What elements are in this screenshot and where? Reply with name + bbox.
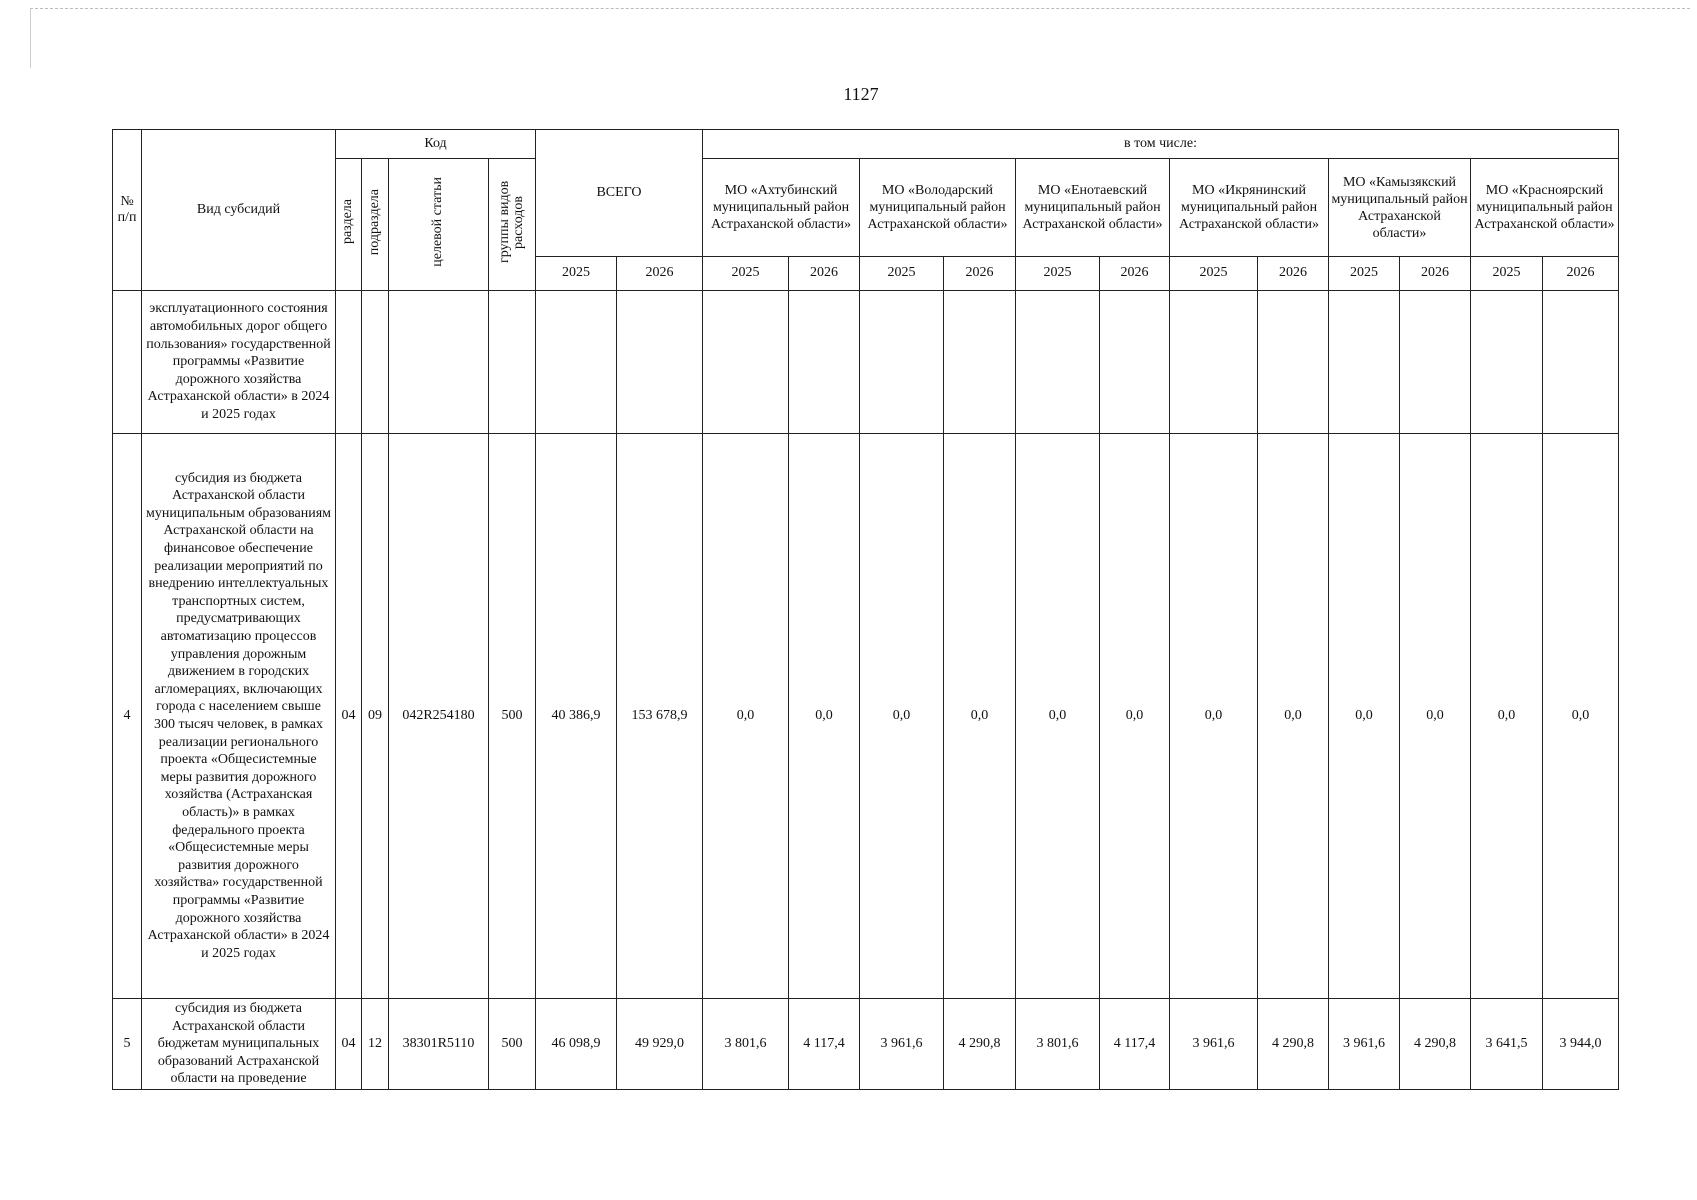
cell-enotaevsky-2026: 4 117,4 xyxy=(1100,999,1170,1090)
cell-volodarsky-2025: 3 961,6 xyxy=(860,999,944,1090)
cell-total-2026: 153 678,9 xyxy=(617,434,703,999)
cell-kamyzyaksky-2026 xyxy=(1400,291,1471,434)
mo-header-volodarsky: МО «Володарский муниципальный район Астраханской области» xyxy=(860,159,1016,257)
cell-kamyzyaksky-2025: 3 961,6 xyxy=(1329,999,1400,1090)
header-row-1 xyxy=(113,130,1619,159)
row-num: 4 xyxy=(113,434,142,999)
mo-header-ikryaninsky: МО «Икрянинский муниципальный район Астраханской области» xyxy=(1170,159,1329,257)
cell-volodarsky-2026: 4 290,8 xyxy=(944,999,1016,1090)
num-header: № п/п xyxy=(113,130,142,291)
code-col-section xyxy=(336,159,362,291)
cell-enotaevsky-2025: 0,0 xyxy=(1016,434,1100,999)
row-group: 500 xyxy=(489,434,536,999)
code-col-subsection xyxy=(362,159,389,291)
cell-enotaevsky-2026 xyxy=(1100,291,1170,434)
subsidy-table xyxy=(112,129,1619,1090)
year-header: 2025 xyxy=(1471,257,1543,291)
cell-ikryaninsky-2026: 4 290,8 xyxy=(1258,999,1329,1090)
cell-kamyzyaksky-2026: 0,0 xyxy=(1400,434,1471,999)
cell-akhtubinsky-2026: 0,0 xyxy=(789,434,860,999)
including-header: в том числе: xyxy=(703,130,1619,159)
cell-akhtubinsky-2025: 3 801,6 xyxy=(703,999,789,1090)
year-header: 2026 xyxy=(944,257,1016,291)
year-header: 2026 xyxy=(617,257,703,291)
total-header: ВСЕГО xyxy=(536,130,703,257)
row-target xyxy=(389,291,489,434)
page-number: 1127 xyxy=(843,84,879,104)
row-section: 04 xyxy=(336,999,362,1090)
cell-volodarsky-2026 xyxy=(944,291,1016,434)
cell-krasnoyarsky-2026: 0,0 xyxy=(1543,434,1619,999)
year-header: 2025 xyxy=(860,257,944,291)
row-num xyxy=(113,291,142,434)
year-header: 2026 xyxy=(1543,257,1619,291)
mo-header-akhtubinsky: МО «Ахтубинский муниципальный район Астраханской области» xyxy=(703,159,860,257)
year-header: 2026 xyxy=(1400,257,1471,291)
cell-ikryaninsky-2026 xyxy=(1258,291,1329,434)
row-subsection xyxy=(362,291,389,434)
cell-kamyzyaksky-2025: 0,0 xyxy=(1329,434,1400,999)
cell-enotaevsky-2025: 3 801,6 xyxy=(1016,999,1100,1090)
row-target: 042R254180 xyxy=(389,434,489,999)
year-header: 2025 xyxy=(703,257,789,291)
cell-akhtubinsky-2025 xyxy=(703,291,789,434)
code-col-subsection-label: подраздела xyxy=(366,188,382,255)
year-header: 2025 xyxy=(1170,257,1258,291)
cell-enotaevsky-2025 xyxy=(1016,291,1100,434)
table-row xyxy=(113,999,1619,1090)
mo-header-enotaevsky: МО «Енотаевский муниципальный район Астраханской области» xyxy=(1016,159,1170,257)
scan-edge-top xyxy=(30,8,1690,9)
cell-total-2025: 46 098,9 xyxy=(536,999,617,1090)
year-header: 2026 xyxy=(1258,257,1329,291)
table-row xyxy=(113,434,1619,999)
code-col-group-label: группы видов расходов xyxy=(497,180,526,263)
year-header: 2026 xyxy=(789,257,860,291)
cell-akhtubinsky-2026 xyxy=(789,291,860,434)
cell-krasnoyarsky-2025: 3 641,5 xyxy=(1471,999,1543,1090)
row-subsection: 12 xyxy=(362,999,389,1090)
cell-total-2025 xyxy=(536,291,617,434)
cell-kamyzyaksky-2026: 4 290,8 xyxy=(1400,999,1471,1090)
row-num: 5 xyxy=(113,999,142,1090)
cell-kamyzyaksky-2025 xyxy=(1329,291,1400,434)
code-col-target-label: целевой статьи xyxy=(430,176,446,267)
cell-krasnoyarsky-2025 xyxy=(1471,291,1543,434)
row-group xyxy=(489,291,536,434)
cell-krasnoyarsky-2026: 3 944,0 xyxy=(1543,999,1619,1090)
year-header: 2026 xyxy=(1100,257,1170,291)
cell-krasnoyarsky-2025: 0,0 xyxy=(1471,434,1543,999)
cell-enotaevsky-2026: 0,0 xyxy=(1100,434,1170,999)
row-description: эксплуатационного состояния автомобильных дорог общего пользования» государственной программы «Развитие дорожного хозяйства Астраханской области» в 2024 и 2025 годах xyxy=(142,291,336,434)
cell-volodarsky-2026: 0,0 xyxy=(944,434,1016,999)
cell-krasnoyarsky-2026 xyxy=(1543,291,1619,434)
row-subsection: 09 xyxy=(362,434,389,999)
cell-ikryaninsky-2026: 0,0 xyxy=(1258,434,1329,999)
cell-total-2025: 40 386,9 xyxy=(536,434,617,999)
row-section: 04 xyxy=(336,434,362,999)
row-target: 38301R5110 xyxy=(389,999,489,1090)
cell-ikryaninsky-2025: 0,0 xyxy=(1170,434,1258,999)
header-row-2 xyxy=(113,159,1619,257)
code-col-section-label: раздела xyxy=(340,199,356,245)
row-description: субсидия из бюджета Астраханской области муниципальным образованиям Астраханской области на финансовое обеспечение реализации мероприятий по внедрению интеллектуальных транспортных систем, предусматривающих автоматизацию процессов управления дорожным движением в городских агломерациях, включающих города с населением свыше 300 тысяч человек, в рамках реализации регионального проекта «Общесистемные меры развития дорожного хозяйства (Астраханская область)» в рамках федерального проекта «Общесистемные меры развития дорожного хозяйства» государственной программы «Развитие дорожного хозяйства Астраханской области» в 2024 и 2025 годах xyxy=(142,434,336,999)
year-header: 2025 xyxy=(1016,257,1100,291)
year-header: 2025 xyxy=(536,257,617,291)
cell-total-2026 xyxy=(617,291,703,434)
cell-total-2026: 49 929,0 xyxy=(617,999,703,1090)
cell-volodarsky-2025: 0,0 xyxy=(860,434,944,999)
code-header: Код xyxy=(336,130,536,159)
row-group: 500 xyxy=(489,999,536,1090)
mo-header-kamyzyaksky: МО «Камызякский муниципальный район Астраханской области» xyxy=(1329,159,1471,257)
cell-ikryaninsky-2025: 3 961,6 xyxy=(1170,999,1258,1090)
type-header: Вид субсидий xyxy=(142,130,336,291)
mo-header-krasnoyarsky: МО «Красноярский муниципальный район Астраханской области» xyxy=(1471,159,1619,257)
year-header: 2025 xyxy=(1329,257,1400,291)
row-description: субсидия из бюджета Астраханской области бюджетам муниципальных образований Астраханской области на проведение xyxy=(142,999,336,1090)
code-col-target xyxy=(389,159,489,291)
row-section xyxy=(336,291,362,434)
cell-ikryaninsky-2025 xyxy=(1170,291,1258,434)
table-row xyxy=(113,291,1619,434)
cell-akhtubinsky-2026: 4 117,4 xyxy=(789,999,860,1090)
cell-volodarsky-2025 xyxy=(860,291,944,434)
cell-akhtubinsky-2025: 0,0 xyxy=(703,434,789,999)
scan-edge-left xyxy=(30,8,31,68)
code-col-group xyxy=(489,159,536,291)
